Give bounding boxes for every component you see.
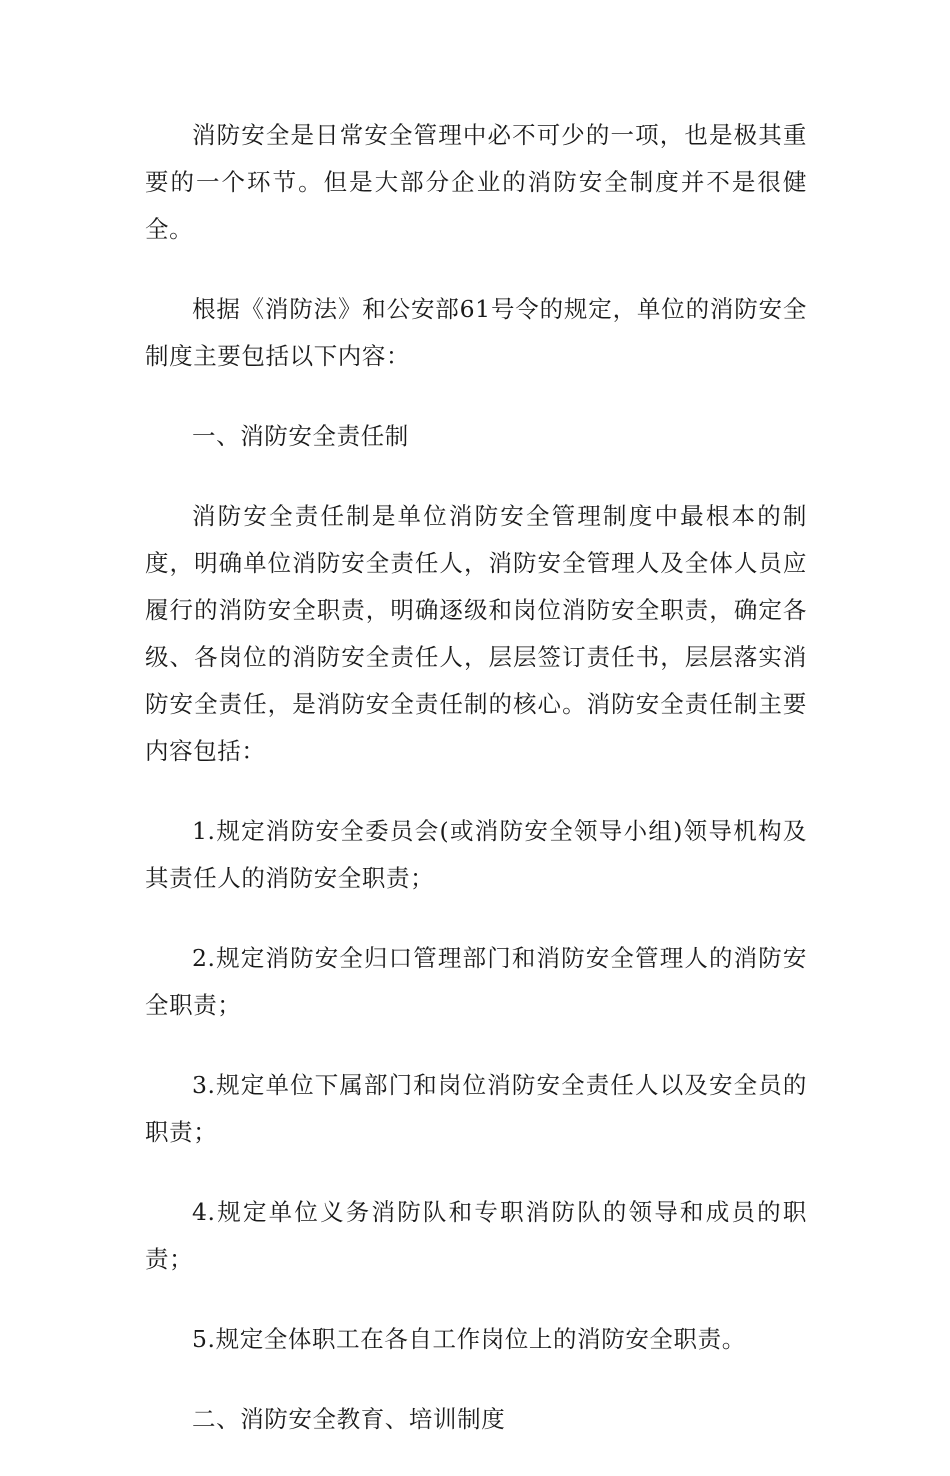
list-item-1: 1.规定消防安全委员会(或消防安全领导小组)领导机构及其责任人的消防安全职责； xyxy=(145,817,807,892)
responsibility-paragraph: 消防安全责任制是单位消防安全管理制度中最根本的制度，明确单位消防安全责任人，消防安全管理人及全体人员应履行的消防安全职责，明确逐级和岗位消防安全职责，确定各级、各岗位的消防安全责任人，层层签订责任书，层层落实消防安全责任，是消防安全责任制的核心。消防安全责任制主要内容包括： xyxy=(145,502,807,765)
list-item-4: 4.规定单位义务消防队和专职消防队的领导和成员的职责； xyxy=(145,1198,807,1273)
section-heading-2: 二、消防安全教育、培训制度 xyxy=(192,1405,506,1433)
list-item-5: 5.规定全体职工在各自工作岗位上的消防安全职责。 xyxy=(192,1325,746,1353)
document-page xyxy=(145,112,807,1476)
list-item-2: 2.规定消防安全归口管理部门和消防安全管理人的消防安全职责； xyxy=(145,944,807,1019)
basis-paragraph: 根据《消防法》和公安部61号令的规定，单位的消防安全制度主要包括以下内容： xyxy=(145,295,807,370)
list-item-3: 3.规定单位下属部门和岗位消防安全责任人以及安全员的职责； xyxy=(145,1071,807,1146)
section-heading-1: 一、消防安全责任制 xyxy=(192,422,409,450)
intro-paragraph: 消防安全是日常安全管理中必不可少的一项，也是极其重要的一个环节。但是大部分企业的消防安全制度并不是很健全。 xyxy=(145,121,807,243)
